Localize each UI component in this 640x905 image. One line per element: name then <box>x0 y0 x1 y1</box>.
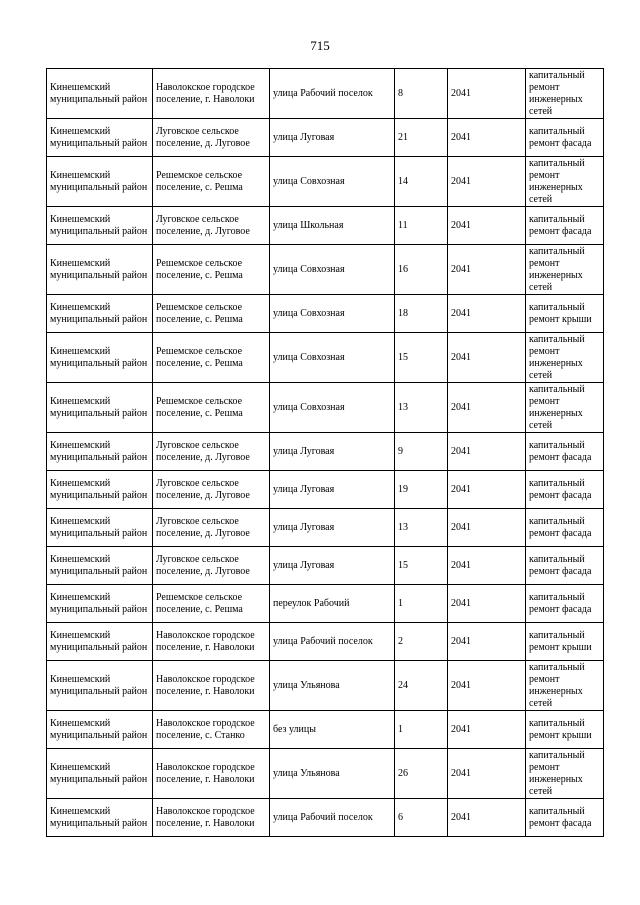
cell-house-number: 1 <box>395 711 448 749</box>
cell-work-type: капитальный ремонт инженерных сетей <box>526 245 604 295</box>
cell-work-type: капитальный ремонт инженерных сетей <box>526 157 604 207</box>
cell-work-type: капитальный ремонт фасада <box>526 547 604 585</box>
cell-year: 2041 <box>448 623 526 661</box>
cell-street: улица Ульянова <box>270 749 395 799</box>
table-row <box>47 157 604 207</box>
cell-year: 2041 <box>448 157 526 207</box>
cell-work-type: капитальный ремонт инженерных сетей <box>526 333 604 383</box>
registry-table <box>46 68 604 837</box>
cell-district: Кинешемский муниципальный район <box>47 799 153 837</box>
cell-house-number: 15 <box>395 547 448 585</box>
cell-work-type: капитальный ремонт фасада <box>526 433 604 471</box>
cell-work-type: капитальный ремонт инженерных сетей <box>526 661 604 711</box>
table-row <box>47 69 604 119</box>
table-row <box>47 207 604 245</box>
cell-district: Кинешемский муниципальный район <box>47 119 153 157</box>
page-number: 715 <box>310 38 330 53</box>
cell-settlement: Решемское сельское поселение, с. Решма <box>153 333 270 383</box>
cell-work-type: капитальный ремонт фасада <box>526 207 604 245</box>
cell-work-type: капитальный ремонт фасада <box>526 471 604 509</box>
cell-settlement: Наволокское городское поселение, г. Наволоки <box>153 69 270 119</box>
cell-house-number: 21 <box>395 119 448 157</box>
table-row <box>47 295 604 333</box>
cell-district: Кинешемский муниципальный район <box>47 547 153 585</box>
cell-settlement: Луговское сельское поселение, д. Луговое <box>153 547 270 585</box>
cell-settlement: Решемское сельское поселение, с. Решма <box>153 295 270 333</box>
cell-settlement: Решемское сельское поселение, с. Решма <box>153 157 270 207</box>
cell-year: 2041 <box>448 471 526 509</box>
cell-year: 2041 <box>448 383 526 433</box>
cell-district: Кинешемский муниципальный район <box>47 749 153 799</box>
cell-street: улица Совхозная <box>270 383 395 433</box>
cell-work-type: капитальный ремонт крыши <box>526 623 604 661</box>
table-row <box>47 799 604 837</box>
cell-house-number: 24 <box>395 661 448 711</box>
cell-settlement: Наволокское городское поселение, г. Наволоки <box>153 799 270 837</box>
cell-settlement: Луговское сельское поселение, д. Луговое <box>153 433 270 471</box>
cell-settlement: Решемское сельское поселение, с. Решма <box>153 245 270 295</box>
cell-settlement: Решемское сельское поселение, с. Решма <box>153 585 270 623</box>
table-body <box>47 69 604 837</box>
cell-settlement: Наволокское городское поселение, с. Станко <box>153 711 270 749</box>
cell-settlement: Луговское сельское поселение, д. Луговое <box>153 509 270 547</box>
table-row <box>47 547 604 585</box>
cell-settlement: Наволокское городское поселение, г. Наволоки <box>153 749 270 799</box>
cell-house-number: 13 <box>395 509 448 547</box>
cell-house-number: 6 <box>395 799 448 837</box>
cell-house-number: 9 <box>395 433 448 471</box>
cell-work-type: капитальный ремонт фасада <box>526 119 604 157</box>
cell-year: 2041 <box>448 749 526 799</box>
cell-settlement: Наволокское городское поселение, г. Наволоки <box>153 623 270 661</box>
cell-district: Кинешемский муниципальный район <box>47 333 153 383</box>
cell-street: улица Луговая <box>270 433 395 471</box>
cell-settlement: Луговское сельское поселение, д. Луговое <box>153 119 270 157</box>
table-row <box>47 585 604 623</box>
cell-district: Кинешемский муниципальный район <box>47 433 153 471</box>
cell-work-type: капитальный ремонт крыши <box>526 711 604 749</box>
cell-street: улица Луговая <box>270 547 395 585</box>
cell-house-number: 11 <box>395 207 448 245</box>
cell-house-number: 13 <box>395 383 448 433</box>
cell-year: 2041 <box>448 295 526 333</box>
cell-work-type: капитальный ремонт фасада <box>526 799 604 837</box>
cell-year: 2041 <box>448 509 526 547</box>
table-row <box>47 509 604 547</box>
cell-street: улица Рабочий поселок <box>270 623 395 661</box>
cell-street: улица Рабочий поселок <box>270 799 395 837</box>
cell-district: Кинешемский муниципальный район <box>47 383 153 433</box>
cell-street: переулок Рабочий <box>270 585 395 623</box>
cell-house-number: 8 <box>395 69 448 119</box>
cell-street: улица Луговая <box>270 119 395 157</box>
cell-year: 2041 <box>448 69 526 119</box>
cell-district: Кинешемский муниципальный район <box>47 69 153 119</box>
cell-street: улица Луговая <box>270 471 395 509</box>
cell-district: Кинешемский муниципальный район <box>47 245 153 295</box>
cell-street: улица Совхозная <box>270 245 395 295</box>
table-row <box>47 333 604 383</box>
cell-settlement: Луговское сельское поселение, д. Луговое <box>153 471 270 509</box>
cell-year: 2041 <box>448 245 526 295</box>
cell-district: Кинешемский муниципальный район <box>47 295 153 333</box>
cell-street: улица Рабочий поселок <box>270 69 395 119</box>
cell-street: улица Ульянова <box>270 661 395 711</box>
table-row <box>47 119 604 157</box>
cell-district: Кинешемский муниципальный район <box>47 661 153 711</box>
cell-year: 2041 <box>448 661 526 711</box>
cell-district: Кинешемский муниципальный район <box>47 623 153 661</box>
cell-work-type: капитальный ремонт инженерных сетей <box>526 69 604 119</box>
cell-district: Кинешемский муниципальный район <box>47 509 153 547</box>
cell-house-number: 14 <box>395 157 448 207</box>
cell-street: улица Совхозная <box>270 333 395 383</box>
cell-house-number: 19 <box>395 471 448 509</box>
cell-year: 2041 <box>448 711 526 749</box>
cell-street: без улицы <box>270 711 395 749</box>
cell-year: 2041 <box>448 119 526 157</box>
cell-street: улица Школьная <box>270 207 395 245</box>
cell-house-number: 18 <box>395 295 448 333</box>
cell-settlement: Луговское сельское поселение, д. Луговое <box>153 207 270 245</box>
cell-street: улица Совхозная <box>270 295 395 333</box>
cell-work-type: капитальный ремонт инженерных сетей <box>526 749 604 799</box>
table-row <box>47 711 604 749</box>
cell-house-number: 1 <box>395 585 448 623</box>
cell-house-number: 15 <box>395 333 448 383</box>
cell-district: Кинешемский муниципальный район <box>47 585 153 623</box>
table-row <box>47 245 604 295</box>
cell-street: улица Луговая <box>270 509 395 547</box>
cell-year: 2041 <box>448 207 526 245</box>
cell-work-type: капитальный ремонт фасада <box>526 585 604 623</box>
table-row <box>47 749 604 799</box>
cell-year: 2041 <box>448 585 526 623</box>
cell-house-number: 26 <box>395 749 448 799</box>
cell-district: Кинешемский муниципальный район <box>47 157 153 207</box>
cell-district: Кинешемский муниципальный район <box>47 711 153 749</box>
cell-work-type: капитальный ремонт крыши <box>526 295 604 333</box>
cell-year: 2041 <box>448 799 526 837</box>
cell-year: 2041 <box>448 547 526 585</box>
cell-settlement: Решемское сельское поселение, с. Решма <box>153 383 270 433</box>
cell-house-number: 2 <box>395 623 448 661</box>
cell-street: улица Совхозная <box>270 157 395 207</box>
table-row <box>47 433 604 471</box>
table-row <box>47 623 604 661</box>
cell-year: 2041 <box>448 433 526 471</box>
table-row <box>47 383 604 433</box>
table-row <box>47 661 604 711</box>
table-row <box>47 471 604 509</box>
cell-district: Кинешемский муниципальный район <box>47 471 153 509</box>
cell-house-number: 16 <box>395 245 448 295</box>
cell-year: 2041 <box>448 333 526 383</box>
cell-settlement: Наволокское городское поселение, г. Наволоки <box>153 661 270 711</box>
cell-work-type: капитальный ремонт фасада <box>526 509 604 547</box>
cell-work-type: капитальный ремонт инженерных сетей <box>526 383 604 433</box>
cell-district: Кинешемский муниципальный район <box>47 207 153 245</box>
